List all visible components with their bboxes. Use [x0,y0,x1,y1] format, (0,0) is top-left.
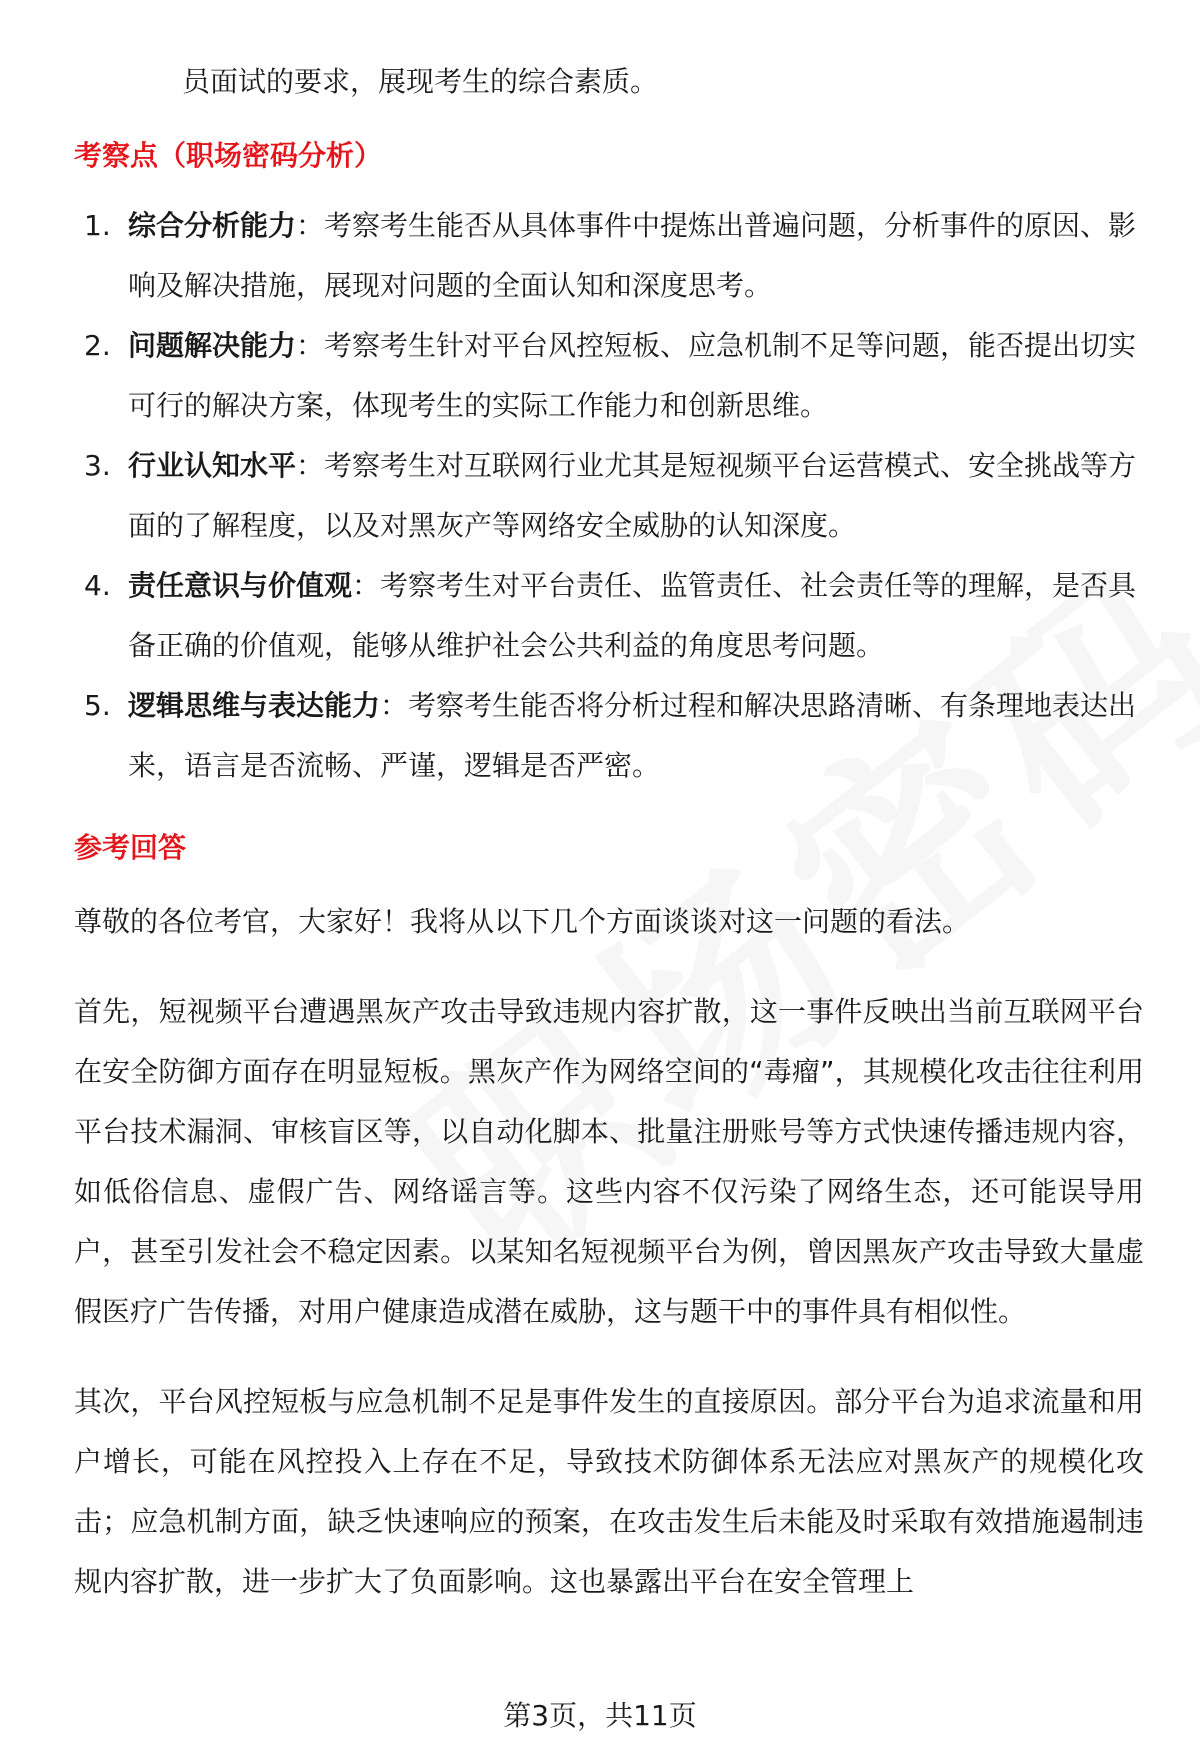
point-title: 责任意识与价值观 [128,569,353,602]
list-number: 5. [84,689,111,722]
list-number: 2. [84,329,111,362]
section-heading-answer: 参考回答 [74,831,187,864]
point-text: ：考察考生能否从具体事件中提炼出普遍问题，分析事件的原因、影响及解决措施，展现对问题的全面认知和深度思考。 [128,209,1137,302]
point-title: 问题解决能力 [128,329,297,362]
answer-paragraph: 首先，短视频平台遭遇黑灰产攻击导致违规内容扩散，这一事件反映出当前互联网平台在安全防御方面存在明显短板。黑灰产作为网络空间的“毒瘤”，其规模化攻击往往利用平台技术漏洞、审核盲区等，以自动化脚本、批量注册账号等方式快速传播违规内容，如低俗信息、虚假广告、网络谣言等。这些内容不仅污染了网络生态，还可能误导用户，甚至引发社会不稳定因素。以某知名短视频平台为例，曾因黑灰产攻击导致大量虚假医疗广告传播，对用户健康造成潜在威胁，这与题干中的事件具有相似性。 [74,995,1144,1328]
points-list [74,196,1144,796]
point-text: ：考察考生能否将分析过程和解决思路清晰、有条理地表达出来，语言是否流畅、严谨，逻辑是否严密。 [128,689,1137,782]
point-text: ：考察考生对平台责任、监管责任、社会责任等的理解，是否具备正确的价值观，能够从维护社会公共利益的角度思考问题。 [128,569,1137,662]
intro-continuation: 员面试的要求，展现考生的综合素质。 [182,65,659,98]
section-heading-points: 考察点（职场密码分析） [74,139,383,172]
point-text: ：考察考生对互联网行业尤其是短视频平台运营模式、安全挑战等方面的了解程度，以及对黑灰产等网络安全威胁的认知深度。 [128,449,1137,542]
list-number: 1. [84,209,111,242]
list-item [74,436,1144,556]
answer-paragraph: 尊敬的各位考官，大家好！我将从以下几个方面谈谈对这一问题的看法。 [74,905,971,938]
list-number: 3. [84,449,111,482]
point-title: 逻辑思维与表达能力 [128,689,381,722]
point-title: 综合分析能力 [128,209,297,242]
page-number: 第3页，共11页 [503,1699,697,1732]
point-title: 行业认知水平 [128,449,297,482]
list-item [74,196,1144,316]
list-item [74,316,1144,436]
list-item [74,676,1144,796]
list-item [74,556,1144,676]
point-text: ：考察考生针对平台风控短板、应急机制不足等问题，能否提出切实可行的解决方案，体现考生的实际工作能力和创新思维。 [128,329,1137,422]
document-body [74,58,1144,1642]
list-number: 4. [84,569,111,602]
answer-paragraph: 其次，平台风控短板与应急机制不足是事件发生的直接原因。部分平台为追求流量和用户增长，可能在风控投入上存在不足，导致技术防御体系无法应对黑灰产的规模化攻击；应急机制方面，缺乏快速响应的预案，在攻击发生后未能及时采取有效措施遏制违规内容扩散，进一步扩大了负面影响。这也暴露出平台在安全管理上 [74,1385,1144,1598]
